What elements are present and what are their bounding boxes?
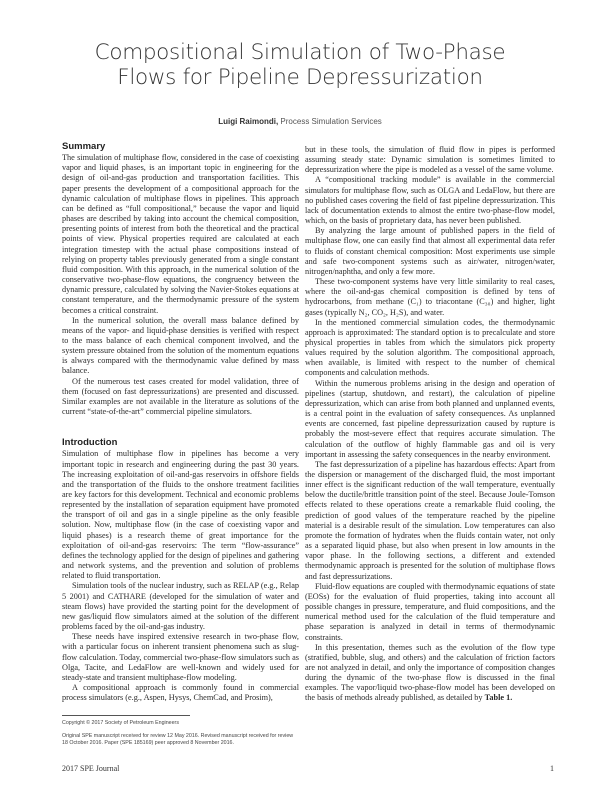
manuscript-note: Original SPE manuscript received for review 12 May 2016. Revised manuscript received for review 18 October 2016. Paper (SPE 185169) peer approved 8 November 2016. — [62, 733, 294, 746]
intro-paragraph: Simulation of multiphase flow in pipelines has become a very important topic in research and engineering during the past 30 years. The increasing exploitation of oil-and-gas reservoirs in offshore fields and the transportation of the fluids to the onshore treatment facilities are key factors for this development. Technical and economic problems represented by the installation of separation equipment have promoted the transport of oil and gas in a single pipeline as the only feasible solution. Now, multiphase flow (in the case of coexisting vapor and liquid phases) is a research theme of great importance for the exploitation of oil-and-gas reservoirs: The term “flow-assurance” defines the technology applied for the design of pipelines and gathering and network systems, and the prevention and solution of problems related to fluid transportation. — [62, 449, 299, 581]
table-reference-link[interactable]: Table 1. — [484, 693, 513, 703]
author-affiliation: Process Simulation Services — [278, 117, 382, 126]
body-paragraph: Within the numerous problems arising in the design and operation of pipelines (startup, shutdown, and restart), the calculation of pipeline depressurization, which can arise from both planned and unplanned events, is a central point in the evaluation of safety consequences. As unplanned events are concerned, fast pipeline depressurization caused by rupture is probably the most-severe effect that requires accurate simulation. The calculation of the outflow of highly flammable gas and oil is very important in assessing the safety consequences in the nearby environment. — [305, 378, 555, 459]
body-paragraph: By analyzing the large amount of published papers in the field of multiphase flow, one can easily find that almost all experimental data refer to fluids of constant chemical composition: Most experiments use simple and safe two-component systems such as air/water, nitrogen/water, nitrogen/naphtha, and only a few more. — [305, 226, 555, 276]
intro-paragraph: Simulation tools of the nuclear industry, such as RELAP (e.g., Relap 5 2001) and CATHARE (developed for the simulation of water and steam flows) have provided the starting point for the development of new gas/liquid flow simulators aimed at the solution of the different problems faced by the oil-and-gas industry. — [62, 581, 299, 632]
author-name: Luigi Raimondi, — [218, 117, 279, 126]
summary-paragraph: The simulation of multiphase flow, considered in the case of coexisting vapor and liquid phases, is an important topic in engineering for the design of oil-and-gas production and transportation facilities. This paper presents the development of a compositional approach for the dynamic calculation of multiphase flows in pipelines. This approach can be defined as “full compositional,” because the vapor and liquid phases are described by taking into account the chemical composition, presenting points of interest from both the theoretical and the practical points of view. Physical properties required are calculated at each integration timestep with the actual phase compositions instead of relying on property tables previously generated from a single constant fluid composition. With this approach, in the numerical solution of the conservative two-phase-flow equations, the congruency between the dynamic pressure, calculated by solving the Navier-Stokes equations at constant temperature, and the thermodynamic pressure of the system becomes a critical constraint. — [62, 153, 299, 315]
introduction-heading: Introduction — [62, 437, 118, 449]
summary-paragraph: Of the numerous test cases created for model validation, three of them (focused on fast depressurizations) are presented and discussed. Similar examples are not available in the literature as solutions of the current “state-of-the-art” commercial pipeline simulators. — [62, 376, 299, 417]
intro-paragraph: These needs have inspired extensive research in two-phase flow, with a particular focus on inherent transient phenomena such as slug-flow calculation. Today, commercial two-phase-flow simulators such as Olga, Tacite, and LedaFlow are well-known and widely used for steady-state and transient multiphase-flow modeling. — [62, 632, 299, 682]
body-paragraph: but in these tools, the simulation of fluid flow in pipes is performed assuming steady state: Dynamic simulation is sometimes limited to depressurization where the pipe is modeled as a vessel of the same volume. — [305, 145, 555, 175]
paper-title — [0, 40, 600, 90]
journal-footer: 2017 SPE Journal — [62, 764, 120, 773]
summary-paragraph: In the numerical solution, the overall mass balance defined by means of the vapor- and liquid-phase densities is verified with respect to the mass balance of each chemical component involved, and the system pressure obtained from the solution of the momentum equations is always compared with the thermodynamic value defined by mass balance. — [62, 315, 299, 376]
footnote-divider — [62, 715, 190, 716]
title-line-1: Compositional Simulation of Two-Phase — [94, 40, 506, 65]
body-paragraph: The fast depressurization of a pipeline has hazardous effects: Apart from the dispersion or management of the discharged fluid, the most important inner effect is the significant reduction of the wall temperature, eventually below the ductile/brittle transition point of the steel. Because Joule-Tomson effects related to these operations create a remarkable fluid cooling, the prediction of good values of the temperature reached by the pipeline material is a desirable result of the simulation. Low temperatures can also promote the formation of hydrates when the fluids contain water, not only as a separated liquid phase, but also when present in low amounts in the vapor phase. In the following sections, a different and extended thermodynamic approach is presented for the solution of multiphase flows and fast depressurizations. — [305, 459, 555, 581]
body-paragraph: A “compositional tracking module” is available in the commercial simulators for multiphase flow, such as OLGA and LedaFlow, but there are no published cases covering the field of fast pipeline depressurization. This lack of documentation extends to almost the entire two-phase-flow model, which, on the basis of proprietary data, has never been published. — [305, 175, 555, 226]
intro-paragraph: A compositional approach is commonly found in commercial process simulators (e.g., Aspen, Hysys, ChemCad, and Prosim), — [62, 682, 299, 703]
copyright-note: Copyright © 2017 Society of Petroleum Engineers — [62, 720, 179, 726]
body-paragraph: Fluid-flow equations are coupled with thermodynamic equations of state (EOSs) for the evaluation of fluid properties, taking into account all possible changes in pressure, temperature, and fluid compositions, and the numerical method used for the calculation of the fluid temperature and phase separation is analyzed in detail in terms of thermodynamic constraints. — [305, 581, 555, 642]
body-paragraph: In the mentioned commercial simulation codes, the thermodynamic approach is approximated: The standard option is to precalculate and store physical properties in tables from which the simulators pick property values required by the solution algorithm. The compositional approach, when available, is limited with respect to the number of chemical components and calculation methods. — [305, 317, 555, 378]
page-number: 1 — [550, 764, 554, 773]
left-column — [62, 142, 299, 703]
body-paragraph: These two-component systems have very little similarity to real cases, where the oil-and-gas chemical composition is defined by tens of hydrocarbons, from methane (C₁) to triacontane (C₃₀) and higher, light gases (typically N₂, CO₂, H₂S), and water. — [305, 277, 555, 317]
body-text: In this presentation, themes such as the evolution of the flow type (stratified, bubble, slug, and others) and the calculation of friction factors are not analyzed in detail, and only the importance of composition changes during the dynamic of the two-phase flow is discussed in the final examples. The vapor/liquid two-phase-flow model has been developed on the basis of methods already published, as detailed by — [305, 642, 555, 703]
author-line — [0, 117, 600, 126]
right-column — [305, 145, 555, 704]
title-line-2: Flows for Pipeline Depressurization — [117, 65, 483, 90]
summary-heading: Summary — [62, 141, 106, 152]
body-paragraph — [305, 643, 555, 704]
